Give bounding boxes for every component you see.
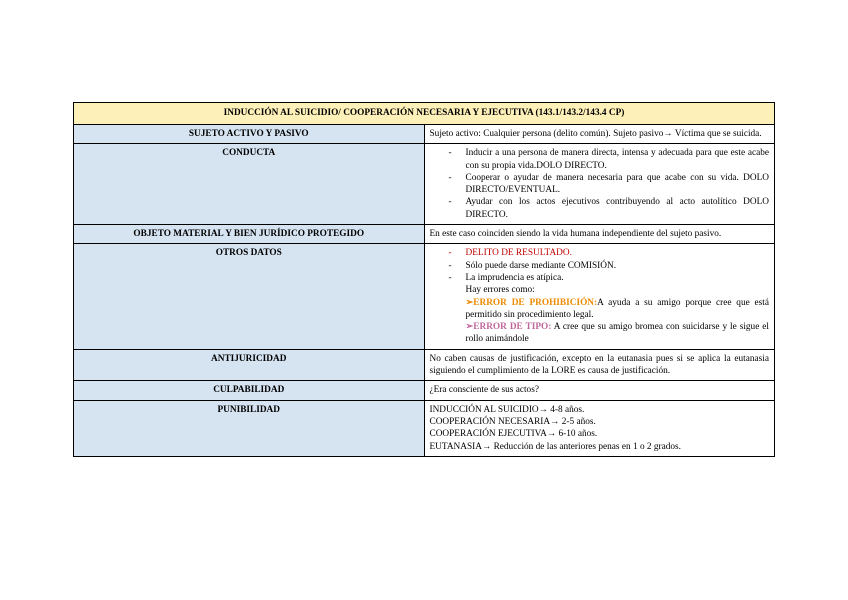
- punibilidad-line: COOPERACIÓN EJECUTIVA→ 6-10 años.: [429, 429, 598, 440]
- row-culpabilidad: [74, 381, 775, 400]
- content-punibilidad: [424, 400, 775, 456]
- conducta-list: [430, 147, 770, 221]
- error-prohibicion-label: ➢ERROR DE PROHIBICIÓN:: [465, 297, 598, 308]
- list-item: - Sólo puede darse mediante COMISIÓN.: [430, 260, 770, 272]
- label-otros: OTROS DATOS: [74, 244, 425, 349]
- content-objeto: En este caso coinciden siendo la vida humana independiente del sujeto pasivo.: [424, 225, 775, 244]
- label-objeto: OBJETO MATERIAL Y BIEN JURÍDICO PROTEGIDO: [74, 225, 425, 244]
- list-item: - Ayudar con los actos ejecutivos contribuyendo al acto autolítico DOLO DIRECTO.: [430, 196, 770, 221]
- error-tipo-text: A cree que su amigo bromea con suicidarse y le sigue el rollo animándole: [465, 322, 769, 345]
- row-antijuricidad: [74, 349, 775, 381]
- label-sujeto: SUJETO ACTIVO Y PASIVO: [74, 125, 425, 144]
- error-tipo-label: ➢ERROR DE TIPO:: [465, 322, 552, 333]
- row-conducta: [74, 144, 775, 225]
- list-item: - La imprudencia es atípica.: [430, 272, 770, 284]
- content-antijuricidad: No caben causas de justificación, excepto en la eutanasia pues si se aplica la eutanasia siguiendo el cumplimiento de la LORE es causa de justificación.: [424, 349, 775, 381]
- content-sujeto: Sujeto activo: Cualquier persona (delito común). Sujeto pasivo→ Víctima que se suicida.: [424, 125, 775, 144]
- summary-table: [73, 102, 775, 457]
- error-prohibicion-text: A ayuda a su amigo porque cree que está permitido sin procedimiento legal.: [465, 297, 770, 320]
- error-prohibicion: [430, 297, 770, 322]
- punibilidad-line: EUTANASIA→ Reducción de las anteriores penas en 1 o 2 grados.: [429, 441, 681, 452]
- label-antijuricidad: ANTIJURICIDAD: [74, 349, 425, 381]
- table-title: INDUCCIÓN AL SUICIDIO/ COOPERACIÓN NECESARIA Y EJECUTIVA (143.1/143.2/143.4 CP): [74, 103, 775, 125]
- label-punibilidad: PUNIBILIDAD: [74, 400, 425, 456]
- otros-list: [430, 247, 770, 284]
- row-otros: [74, 244, 775, 349]
- label-conducta: CONDUCTA: [74, 144, 425, 225]
- punibilidad-line: INDUCCIÓN AL SUICIDIO→ 4-8 años.: [429, 404, 585, 415]
- row-punibilidad: [74, 400, 775, 456]
- list-item: - DELITO DE RESULTADO.: [430, 247, 770, 259]
- content-otros: [424, 244, 775, 349]
- row-objeto: [74, 225, 775, 244]
- title-row: [74, 103, 775, 125]
- list-item: - Cooperar o ayudar de manera necesaria para que acabe con su vida. DOLO DIRECTO/EVENTUAL.: [430, 172, 770, 197]
- punibilidad-line: COOPERACIÓN NECESARIA→ 2-5 años.: [429, 416, 596, 427]
- list-item: - Inducir a una persona de manera directa, intensa y adecuada para que este acabe con su propia vida.DOLO DIRECTO.: [430, 147, 770, 172]
- content-conducta: [424, 144, 775, 225]
- content-culpabilidad: ¿Era consciente de sus actos?: [424, 381, 775, 400]
- error-tipo: [430, 321, 770, 346]
- label-culpabilidad: CULPABILIDAD: [74, 381, 425, 400]
- row-sujeto: [74, 125, 775, 144]
- errors-intro: Hay errores como:: [465, 285, 535, 296]
